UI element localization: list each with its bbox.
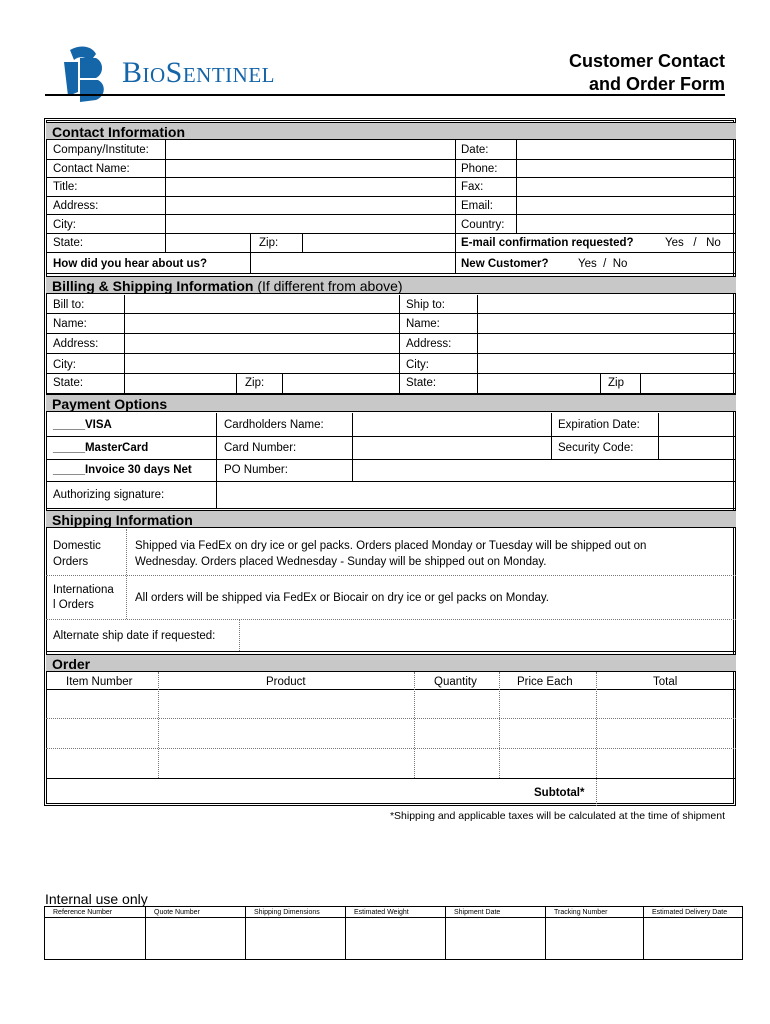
country-field[interactable]	[517, 215, 735, 232]
ship-address-field[interactable]	[478, 334, 735, 352]
page-title: Customer Contact and Order Form	[568, 51, 725, 94]
expiration-field[interactable]	[659, 414, 735, 435]
card-number-label: Card Number:	[224, 442, 297, 454]
title-field[interactable]	[166, 178, 454, 195]
intl-label-1: Internationa	[53, 584, 114, 596]
intl-label-2: l Orders	[53, 599, 94, 611]
internal-col-quote: Quote Number	[145, 907, 245, 918]
ship-zip-field[interactable]	[641, 374, 735, 392]
auth-signature-field[interactable]	[217, 482, 735, 507]
order-section-heading: Order	[46, 654, 736, 672]
cardholder-field[interactable]	[353, 414, 550, 435]
email-confirm-options[interactable]: Yes / No	[665, 237, 721, 249]
security-code-field[interactable]	[659, 437, 735, 458]
date-label: Date:	[461, 144, 489, 156]
state-label: State:	[53, 237, 84, 249]
ship-address-label: Address:	[406, 338, 452, 350]
bill-name-field[interactable]	[125, 314, 398, 332]
bill-state-field[interactable]	[125, 374, 235, 392]
bill-address-label: Address:	[53, 338, 99, 350]
internal-col-reference: Reference Number	[45, 907, 145, 918]
fax-label: Fax:	[461, 181, 484, 193]
bill-city-label: City:	[53, 359, 76, 371]
new-customer-options[interactable]: Yes / No	[578, 258, 628, 270]
col-price-each: Price Each	[517, 676, 573, 688]
domestic-text-2: Wednesday. Orders placed Wednesday - Sunday will be shipped out on Monday.	[135, 556, 547, 568]
address-label: Address:	[53, 200, 99, 212]
visa-option[interactable]: _____VISA	[53, 419, 112, 431]
company-label: Company/Institute:	[53, 144, 149, 156]
ship-name-field[interactable]	[478, 314, 735, 332]
security-code-label: Security Code:	[558, 442, 634, 454]
country-label: Country:	[461, 219, 505, 231]
payment-section-heading: Payment Options	[46, 394, 736, 412]
order-row[interactable]	[47, 719, 735, 748]
how-hear-label: How did you hear about us?	[53, 258, 207, 270]
internal-col-weight: Estimated Weight	[345, 907, 445, 918]
zip-field[interactable]	[303, 234, 454, 251]
title-label: Title:	[53, 181, 78, 193]
internal-use-table	[44, 906, 743, 960]
ship-city-label: City:	[406, 359, 429, 371]
zip-label: Zip:	[259, 237, 279, 249]
internal-use-title: Internal use only	[45, 891, 148, 907]
order-row[interactable]	[47, 749, 735, 778]
alt-ship-date-label: Alternate ship date if requested:	[53, 630, 216, 642]
bill-address-field[interactable]	[125, 334, 398, 352]
city-field[interactable]	[166, 215, 454, 232]
subtotal-label: Subtotal*	[534, 787, 585, 799]
domestic-label-2: Orders	[53, 556, 89, 568]
fax-field[interactable]	[517, 178, 735, 195]
phone-label: Phone:	[461, 163, 498, 175]
contact-section-heading: Contact Information	[46, 122, 736, 140]
phone-field[interactable]	[517, 160, 735, 177]
internal-col-tracking: Tracking Number	[545, 907, 643, 918]
city-label: City:	[53, 219, 76, 231]
col-quantity: Quantity	[434, 676, 477, 688]
domestic-label-1: Domestic	[53, 540, 101, 552]
new-customer-label: New Customer?	[461, 258, 549, 270]
ship-state-label: State:	[406, 377, 437, 389]
alt-ship-date-field[interactable]	[240, 620, 735, 650]
bill-to-field[interactable]	[125, 296, 398, 313]
ship-zip-label: Zip	[608, 377, 624, 389]
internal-col-delivery: Estimated Delivery Date	[643, 907, 742, 918]
shipping-note: *Shipping and applicable taxes will be calculated at the time of shipment	[389, 810, 725, 822]
ship-name-label: Name:	[406, 318, 440, 330]
expiration-label: Expiration Date:	[558, 419, 640, 431]
brand-name: BioSentinel	[122, 56, 275, 89]
order-row[interactable]	[47, 690, 735, 718]
subtotal-field[interactable]	[597, 779, 735, 805]
col-item-number: Item Number	[66, 676, 133, 688]
address-field[interactable]	[166, 197, 454, 214]
contact-name-label: Contact Name:	[53, 163, 130, 175]
card-number-field[interactable]	[353, 437, 550, 458]
billing-section-heading: Billing & Shipping Information (If different from above)	[46, 276, 736, 294]
date-field[interactable]	[517, 141, 735, 158]
company-field[interactable]	[166, 141, 454, 158]
invoice-option[interactable]: _____Invoice 30 days Net	[53, 464, 192, 476]
contact-name-field[interactable]	[166, 160, 454, 177]
intl-text: All orders will be shipped via FedEx or Biocair on dry ice or gel packs on Monday.	[135, 592, 549, 604]
col-total: Total	[653, 676, 678, 688]
ship-city-field[interactable]	[478, 354, 735, 372]
internal-col-shipment-date: Shipment Date	[445, 907, 545, 918]
internal-col-dimensions: Shipping Dimensions	[245, 907, 345, 918]
bill-city-field[interactable]	[125, 354, 398, 372]
po-number-label: PO Number:	[224, 464, 288, 476]
email-label: Email:	[461, 200, 493, 212]
ship-state-field[interactable]	[478, 374, 599, 392]
col-product: Product	[266, 676, 306, 688]
cardholder-label: Cardholders Name:	[224, 419, 324, 431]
shipping-section-heading: Shipping Information	[46, 510, 736, 528]
bill-to-label: Bill to:	[53, 299, 85, 311]
mastercard-option[interactable]: _____MasterCard	[53, 442, 149, 454]
state-field[interactable]	[166, 234, 249, 251]
bill-state-label: State:	[53, 377, 84, 389]
bill-name-label: Name:	[53, 318, 87, 330]
email-confirm-label: E-mail confirmation requested?	[461, 237, 634, 249]
how-hear-field[interactable]	[251, 253, 454, 272]
bill-zip-label: Zip:	[245, 377, 265, 389]
po-number-field[interactable]	[353, 460, 735, 480]
ship-to-field[interactable]	[478, 296, 735, 313]
auth-signature-label: Authorizing signature:	[53, 489, 165, 501]
bill-zip-field[interactable]	[283, 374, 398, 392]
email-field[interactable]	[517, 197, 735, 214]
header-rule	[45, 94, 725, 96]
ship-to-label: Ship to:	[406, 299, 445, 311]
domestic-text-1: Shipped via FedEx on dry ice or gel packs. Orders placed Monday or Tuesday will be shipped out on	[135, 540, 647, 552]
